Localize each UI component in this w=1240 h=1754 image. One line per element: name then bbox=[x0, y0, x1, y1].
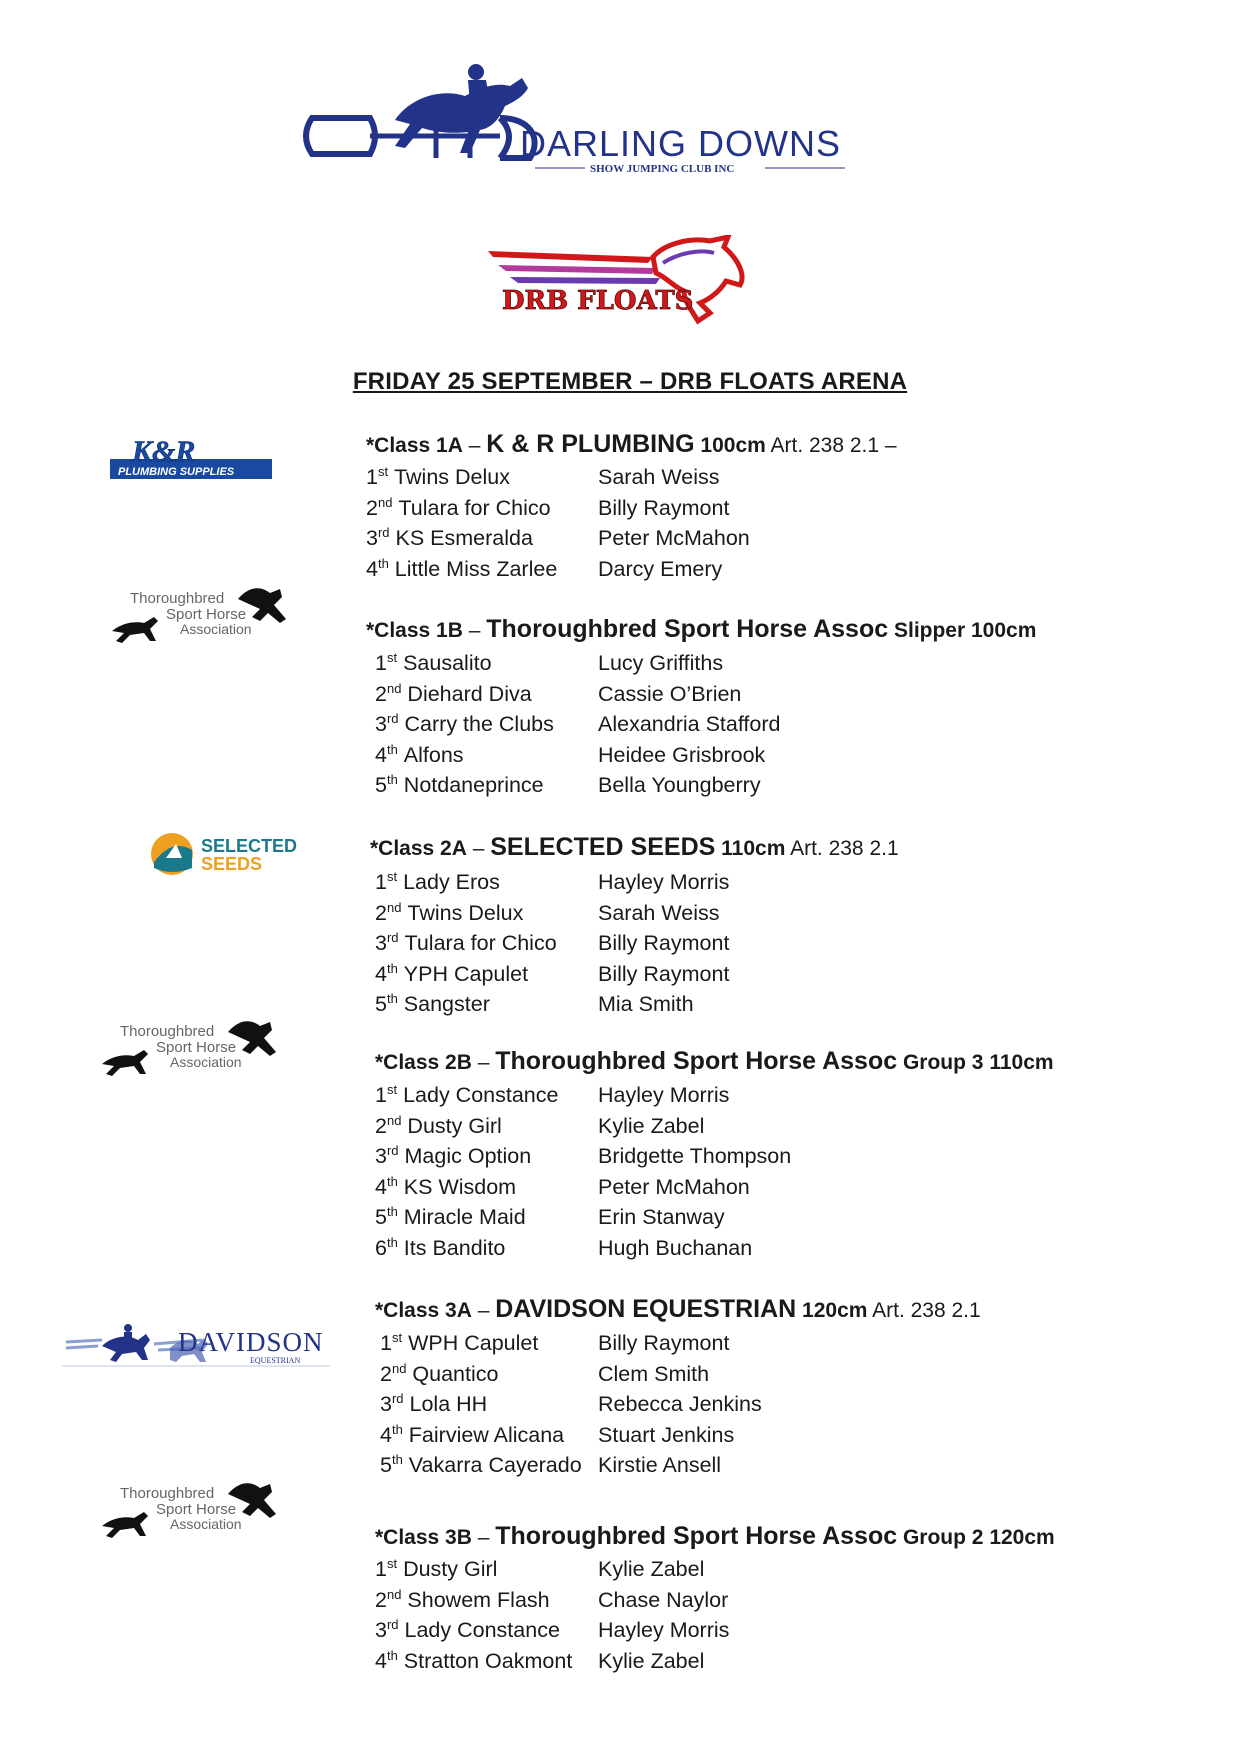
result-horse: KS Esmeralda bbox=[395, 526, 533, 550]
result-ordinal: nd bbox=[386, 1112, 402, 1128]
result-row bbox=[375, 962, 858, 992]
result-rider: Erin Stanway bbox=[598, 1205, 725, 1229]
result-ordinal: th bbox=[386, 741, 398, 757]
class-number: *Class 1A bbox=[366, 434, 463, 457]
result-place: 3 bbox=[375, 1144, 387, 1168]
tsha-line3: Association bbox=[180, 621, 252, 637]
selected-seeds-logo-graphic bbox=[148, 828, 303, 878]
result-rider: Stuart Jenkins bbox=[598, 1422, 735, 1447]
tsha-line1: Thoroughbred bbox=[120, 1485, 215, 1502]
result-horse: Lola HH bbox=[409, 1392, 488, 1416]
class-heading bbox=[370, 833, 899, 862]
class-article: Art. 238 2.1 bbox=[785, 837, 899, 860]
result-row bbox=[366, 496, 858, 526]
tsha-line1: Thoroughbred bbox=[120, 1023, 215, 1040]
davidson-logo-graphic bbox=[62, 1318, 330, 1368]
davidson-subtitle: EQUESTRIAN bbox=[250, 1356, 301, 1365]
result-horse: Fairview Alicana bbox=[408, 1422, 565, 1447]
result-ordinal: rd bbox=[391, 1391, 404, 1406]
result-place: 6 bbox=[375, 1235, 387, 1260]
result-place: 2 bbox=[380, 1361, 392, 1386]
result-row bbox=[375, 1205, 858, 1235]
class-heading bbox=[366, 430, 897, 459]
result-row bbox=[366, 557, 858, 587]
class-sponsor: Thoroughbred Sport Horse Assoc bbox=[486, 615, 889, 643]
tsha-line1: Thoroughbred bbox=[130, 590, 225, 607]
drb-floats-logo-graphic bbox=[488, 235, 753, 330]
result-ordinal: th bbox=[386, 991, 398, 1006]
result-place: 5 bbox=[375, 773, 387, 797]
result-rider: Hayley Morris bbox=[598, 1618, 730, 1642]
drb-floats-wordmark: DRB FLOATS bbox=[502, 286, 694, 316]
result-rider: Bridgette Thompson bbox=[598, 1144, 792, 1168]
class-article: Art. 238 2.1 bbox=[867, 1299, 981, 1322]
result-row bbox=[375, 992, 858, 1022]
tsha-logo-graphic bbox=[100, 1478, 280, 1543]
result-rider: Rebecca Jenkins bbox=[598, 1392, 762, 1416]
kr-plumbing-logo bbox=[110, 433, 275, 483]
result-place: 1 bbox=[366, 465, 378, 489]
class-sponsor: SELECTED SEEDS bbox=[490, 833, 716, 861]
kr-subtitle: PLUMBING SUPPLIES bbox=[118, 466, 235, 478]
result-place: 2 bbox=[375, 1587, 387, 1612]
result-rider: Peter McMahon bbox=[598, 526, 750, 550]
result-rider: Billy Raymont bbox=[598, 1331, 730, 1355]
result-place: 5 bbox=[375, 992, 387, 1016]
result-rider: Billy Raymont bbox=[598, 961, 730, 986]
result-row bbox=[380, 1453, 858, 1483]
result-ordinal: nd bbox=[391, 1360, 407, 1376]
result-rider: Chase Naylor bbox=[598, 1587, 729, 1612]
kr-wordmark: K&R bbox=[132, 435, 196, 468]
tsha-logo-3 bbox=[100, 1478, 280, 1543]
davidson-wordmark: DAVIDSON bbox=[178, 1327, 324, 1357]
result-row bbox=[380, 1362, 858, 1392]
result-rider: Hayley Morris bbox=[598, 1083, 730, 1107]
result-row bbox=[380, 1392, 858, 1422]
result-row bbox=[375, 1618, 858, 1648]
result-place: 2 bbox=[375, 681, 387, 706]
darling-downs-wordmark: DARLING DOWNS bbox=[520, 123, 842, 164]
result-rider: Kylie Zabel bbox=[598, 1113, 705, 1138]
selected-seeds-line1: SELECTED bbox=[201, 836, 298, 856]
result-horse: Tulara for Chico bbox=[398, 495, 551, 520]
selected-seeds-logo bbox=[148, 828, 303, 878]
result-row bbox=[375, 870, 858, 900]
class-dash: – bbox=[471, 1526, 496, 1549]
result-horse: Vakarra Cayerado bbox=[408, 1453, 582, 1477]
result-row bbox=[375, 901, 858, 931]
tsha-logo-2 bbox=[100, 1016, 280, 1081]
class-height: Group 2 120cm bbox=[897, 1526, 1055, 1549]
result-ordinal: st bbox=[386, 869, 398, 884]
result-rider: Hugh Buchanan bbox=[598, 1235, 753, 1260]
result-rider: Billy Raymont bbox=[598, 931, 730, 955]
result-horse: Notdaneprince bbox=[403, 773, 544, 797]
result-row bbox=[375, 1144, 858, 1174]
result-row bbox=[375, 1175, 858, 1205]
result-ordinal: st bbox=[377, 464, 389, 479]
result-horse: Miracle Maid bbox=[403, 1205, 526, 1229]
kr-plumbing-logo-graphic bbox=[110, 433, 275, 483]
result-place: 4 bbox=[380, 1422, 392, 1447]
result-rider: Kylie Zabel bbox=[598, 1557, 705, 1581]
result-horse: KS Wisdom bbox=[403, 1174, 517, 1199]
class-dash: – bbox=[466, 837, 491, 860]
tsha-line2: Sport Horse bbox=[166, 606, 247, 623]
class-dash: – bbox=[462, 619, 487, 642]
result-place: 2 bbox=[375, 1113, 387, 1138]
result-place: 2 bbox=[375, 900, 387, 925]
tsha-line3: Association bbox=[170, 1516, 242, 1532]
tsha-line2: Sport Horse bbox=[156, 1039, 237, 1056]
result-row bbox=[375, 743, 858, 773]
tsha-line2: Sport Horse bbox=[156, 1501, 237, 1518]
result-ordinal: rd bbox=[386, 711, 399, 726]
darling-downs-subtitle: SHOW JUMPING CLUB INC bbox=[590, 163, 735, 175]
class-dash: – bbox=[462, 434, 487, 457]
result-horse: Lady Constance bbox=[404, 1618, 560, 1642]
result-ordinal: rd bbox=[386, 1617, 399, 1632]
result-horse: Sausalito bbox=[403, 651, 492, 675]
result-row bbox=[375, 712, 858, 742]
result-ordinal: th bbox=[377, 555, 389, 571]
result-horse: Lady Eros bbox=[403, 870, 500, 894]
result-place: 5 bbox=[380, 1453, 392, 1477]
class-height: 110cm bbox=[715, 837, 786, 860]
result-rider: Sarah Weiss bbox=[598, 465, 720, 489]
result-horse: Tulara for Chico bbox=[404, 931, 557, 955]
result-ordinal: th bbox=[386, 960, 398, 976]
result-ordinal: th bbox=[386, 1234, 398, 1250]
result-place: 4 bbox=[375, 961, 387, 986]
result-horse: Dusty Girl bbox=[403, 1557, 498, 1581]
result-rider: Peter McMahon bbox=[598, 1174, 750, 1199]
result-horse: YPH Capulet bbox=[403, 961, 529, 986]
result-rider: Alexandria Stafford bbox=[598, 712, 781, 736]
drb-floats-logo bbox=[488, 235, 753, 330]
class-height: Slipper 100cm bbox=[888, 619, 1037, 642]
result-place: 4 bbox=[375, 742, 387, 767]
selected-seeds-line2: SEEDS bbox=[201, 854, 263, 874]
result-row bbox=[375, 651, 858, 681]
result-row bbox=[375, 1236, 858, 1266]
class-sponsor: Thoroughbred Sport Horse Assoc bbox=[495, 1522, 898, 1550]
result-horse: Showem Flash bbox=[407, 1587, 550, 1612]
result-ordinal: st bbox=[386, 1082, 398, 1097]
result-rider: Cassie O’Brien bbox=[598, 681, 742, 706]
result-ordinal: rd bbox=[386, 1143, 399, 1158]
result-row bbox=[375, 1083, 858, 1113]
result-row bbox=[366, 526, 858, 556]
result-horse: Magic Option bbox=[404, 1144, 532, 1168]
result-horse: Sangster bbox=[403, 992, 490, 1016]
class-number: *Class 3A bbox=[375, 1299, 472, 1322]
result-place: 3 bbox=[380, 1392, 392, 1416]
tsha-logo-1 bbox=[110, 583, 290, 648]
result-rider: Clem Smith bbox=[598, 1361, 710, 1386]
result-horse: WPH Capulet bbox=[408, 1331, 539, 1355]
result-row bbox=[380, 1331, 858, 1361]
result-place: 1 bbox=[375, 870, 387, 894]
davidson-equestrian-logo bbox=[62, 1318, 330, 1368]
result-row bbox=[375, 682, 858, 712]
class-sponsor: Thoroughbred Sport Horse Assoc bbox=[495, 1047, 898, 1075]
result-horse: Stratton Oakmont bbox=[403, 1648, 573, 1673]
result-place: 1 bbox=[375, 651, 387, 675]
result-rider: Hayley Morris bbox=[598, 870, 730, 894]
result-horse: Twins Delux bbox=[394, 465, 510, 489]
class-number: *Class 2B bbox=[375, 1051, 472, 1074]
result-rider: Lucy Griffiths bbox=[598, 651, 724, 675]
result-ordinal: nd bbox=[386, 1586, 402, 1602]
result-ordinal: th bbox=[391, 1452, 403, 1467]
result-horse: Twins Delux bbox=[407, 900, 524, 925]
result-ordinal: th bbox=[386, 1204, 398, 1219]
result-place: 3 bbox=[366, 526, 378, 550]
result-place: 4 bbox=[366, 556, 378, 581]
class-height: 100cm bbox=[694, 434, 766, 457]
result-place: 3 bbox=[375, 1618, 387, 1642]
class-height: Group 3 110cm bbox=[897, 1051, 1054, 1074]
result-horse: Dusty Girl bbox=[407, 1113, 502, 1138]
result-horse: Alfons bbox=[403, 742, 464, 767]
result-rider: Billy Raymont bbox=[598, 495, 730, 520]
result-horse: Carry the Clubs bbox=[404, 712, 554, 736]
result-row bbox=[375, 931, 858, 961]
darling-downs-logo bbox=[300, 58, 850, 183]
result-ordinal: th bbox=[386, 1173, 398, 1189]
class-height: 120cm bbox=[796, 1299, 868, 1322]
result-horse: Lady Constance bbox=[403, 1083, 559, 1107]
result-place: 2 bbox=[366, 495, 378, 520]
result-ordinal: th bbox=[386, 772, 398, 787]
tsha-logo-graphic bbox=[110, 583, 290, 648]
result-rider: Bella Youngberry bbox=[598, 773, 761, 797]
result-place: 4 bbox=[375, 1648, 387, 1673]
result-row bbox=[375, 1649, 858, 1679]
result-ordinal: th bbox=[386, 1647, 398, 1663]
result-row bbox=[380, 1423, 858, 1453]
result-place: 1 bbox=[375, 1557, 387, 1581]
result-ordinal: st bbox=[386, 1556, 398, 1571]
class-number: *Class 3B bbox=[375, 1526, 472, 1549]
result-rider: Kirstie Ansell bbox=[598, 1453, 722, 1477]
class-heading bbox=[375, 1522, 1055, 1551]
result-ordinal: rd bbox=[386, 930, 399, 945]
result-place: 1 bbox=[375, 1083, 387, 1107]
class-heading bbox=[366, 615, 1036, 644]
result-horse: Little Miss Zarlee bbox=[394, 556, 558, 581]
result-rider: Kylie Zabel bbox=[598, 1648, 705, 1673]
class-heading bbox=[375, 1047, 1054, 1076]
result-row bbox=[375, 1557, 858, 1587]
result-ordinal: st bbox=[391, 1330, 403, 1345]
result-rider: Heidee Grisbrook bbox=[598, 742, 766, 767]
class-dash: – bbox=[471, 1299, 496, 1322]
result-place: 5 bbox=[375, 1205, 387, 1229]
class-number: *Class 1B bbox=[366, 619, 463, 642]
result-horse: Diehard Diva bbox=[407, 681, 532, 706]
class-dash: – bbox=[471, 1051, 496, 1074]
class-sponsor: DAVIDSON EQUESTRIAN bbox=[495, 1295, 797, 1323]
result-ordinal: st bbox=[386, 650, 398, 665]
result-ordinal: th bbox=[391, 1421, 403, 1437]
result-place: 3 bbox=[375, 712, 387, 736]
darling-downs-logo-graphic bbox=[300, 58, 850, 183]
result-ordinal: rd bbox=[377, 525, 390, 540]
class-number: *Class 2A bbox=[370, 837, 467, 860]
class-heading bbox=[375, 1295, 981, 1324]
result-ordinal: nd bbox=[377, 494, 393, 510]
result-row bbox=[366, 465, 858, 495]
result-ordinal: nd bbox=[386, 680, 402, 696]
result-row bbox=[375, 1588, 858, 1618]
result-ordinal: nd bbox=[386, 899, 402, 915]
class-sponsor: K & R PLUMBING bbox=[486, 430, 695, 458]
result-row bbox=[375, 773, 858, 803]
result-horse: Its Bandito bbox=[403, 1235, 506, 1260]
result-place: 3 bbox=[375, 931, 387, 955]
tsha-logo-graphic bbox=[100, 1016, 280, 1081]
result-horse: Quantico bbox=[412, 1361, 499, 1386]
result-rider: Darcy Emery bbox=[598, 556, 723, 581]
result-rider: Sarah Weiss bbox=[598, 900, 720, 925]
page-title: FRIDAY 25 SEPTEMBER – DRB FLOATS ARENA bbox=[352, 368, 908, 395]
result-row bbox=[375, 1114, 858, 1144]
result-place: 4 bbox=[375, 1174, 387, 1199]
class-article: Art. 238 2.1 – bbox=[765, 434, 897, 457]
result-place: 1 bbox=[380, 1331, 392, 1355]
result-rider: Mia Smith bbox=[598, 992, 694, 1016]
tsha-line3: Association bbox=[170, 1054, 242, 1070]
